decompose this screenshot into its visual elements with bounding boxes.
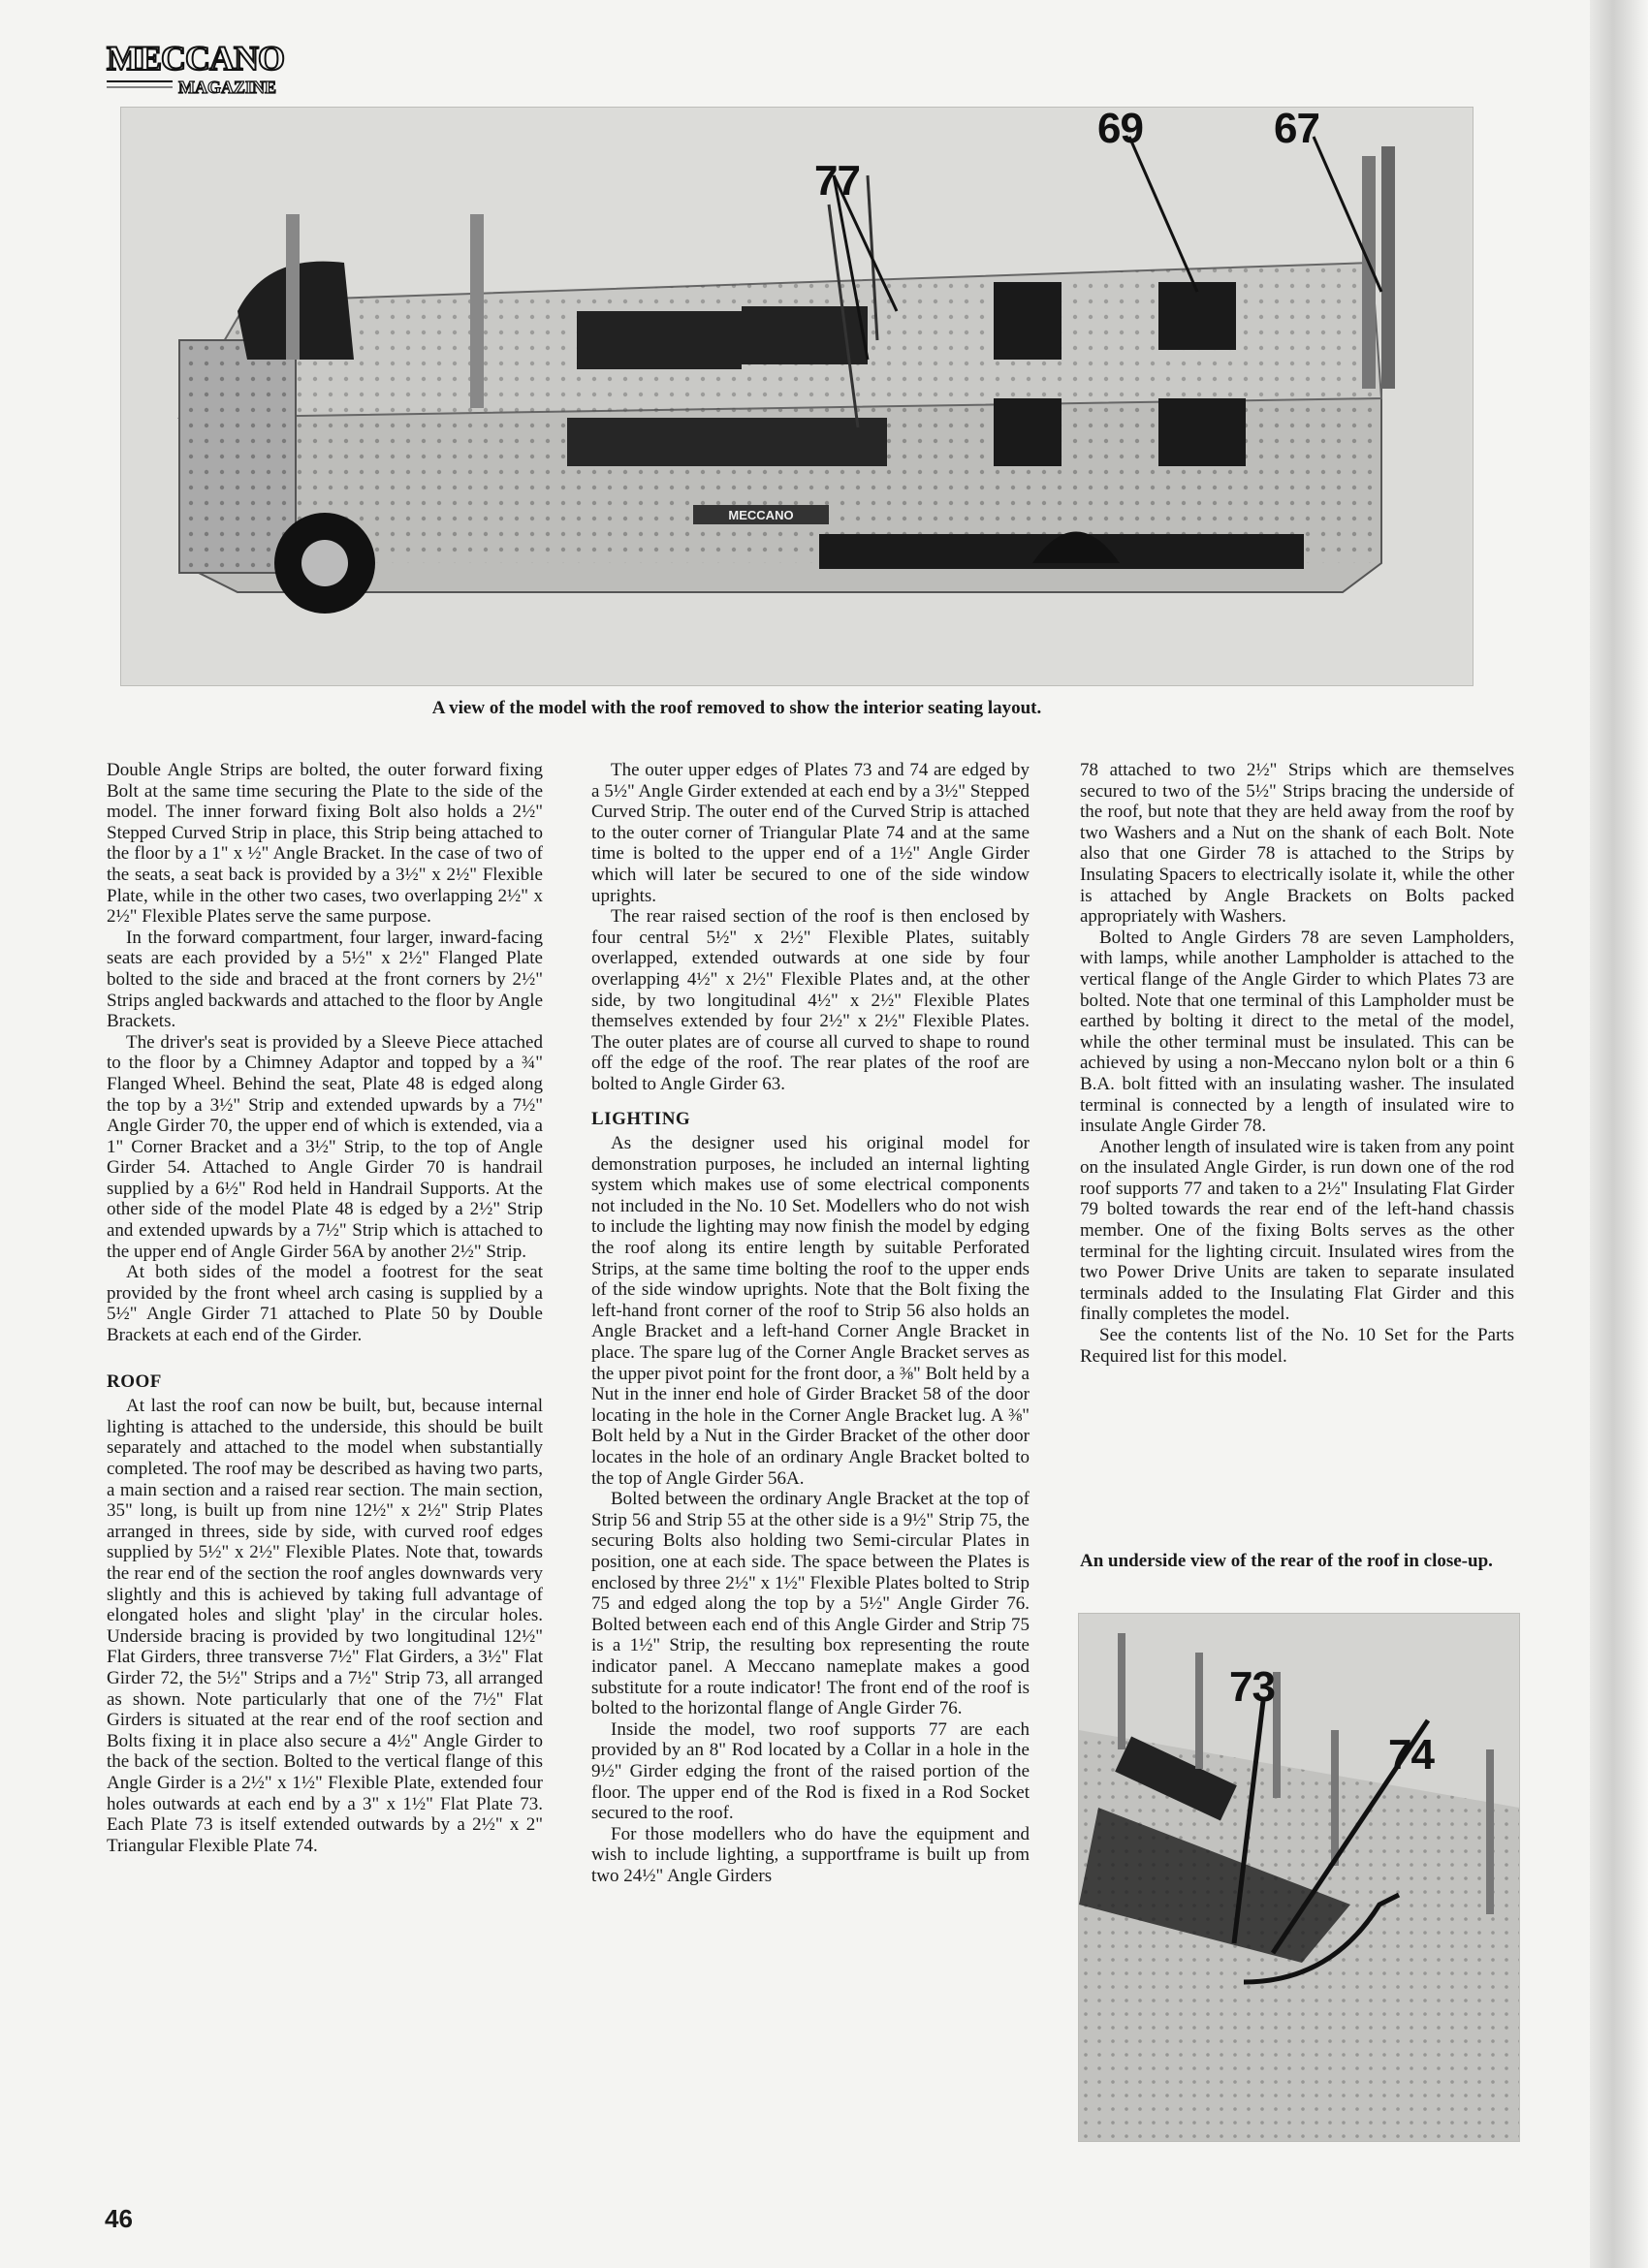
paragraph: See the contents list of the No. 10 Set for the Parts Required list for this model.	[1080, 1325, 1514, 1367]
top-photo-caption: A view of the model with the roof removed to show the interior seating layout.	[431, 698, 1042, 718]
paragraph: The outer upper edges of Plates 73 and 74 are edged by a 5½" Angle Girder extended at each end by a 3½" Stepped Curved Strip. The outer end of the Curved Strip is attached to the outer corner of Triangular Plate 74 and at the same time is bolted to the upper end of a 1½" Angle Girder which will later be secured to one of the side window uprights.	[591, 760, 1030, 906]
top-photo-bus-model	[120, 107, 1474, 686]
callout-74: 74	[1388, 1731, 1434, 1779]
paragraph: Another length of insulated wire is taken from any point on the insulated Angle Girder, is run down one of the rod roof supports 77 and taken to a 2½" Insulating Flat Girder 79 bolted towards the rear end of the left-hand chassis member. One of the fixing Bolts serves as the other terminal for the lighting circuit. Insulated wires from the two Power Drive Units are taken to separate insulated terminals added to the Insulating Flat Girder and this finally completes the model.	[1080, 1136, 1514, 1325]
paragraph: Inside the model, two roof supports 77 are each provided by an 8" Rod located by a Collar in a hole in the 9½" Girder edging the front of the raised portion of the floor. The upper end of the Rod is fixed in a Rod Socket secured to the roof.	[591, 1718, 1030, 1824]
text-column-2	[591, 760, 1030, 1886]
paragraph: Bolted to Angle Girders 78 are seven Lampholders, with lamps, while another Lampholder is attached to the vertical flange of the Angle Girder to which Plates 73 are bolted. Note that one terminal of this Lampholder must be earthed by bolting it direct to the metal of the model, while the other terminal must be insulated. This can be achieved by using a non-Meccano nylon bolt or a thin 6 B.A. bolt fitted with an insulating washer. The insulated terminal is connected by a length of insulated wire to insulate Angle Girder 78.	[1080, 927, 1514, 1137]
bottom-photo-caption: An underside view of the rear of the roof in close-up.	[1080, 1551, 1493, 1571]
text-column-3	[1080, 760, 1514, 1367]
paragraph: For those modellers who do have the equipment and wish to include lighting, a supportframe is built up from two 24½" Angle Girders	[591, 1823, 1030, 1886]
paragraph: In the forward compartment, four larger, inward-facing seats are each provided by a 5½" x 2½" Flanged Plate bolted to the side and braced at the front corners by 2½" Strips angled backwards and attached to the floor by Angle Brackets.	[107, 927, 543, 1032]
section-heading-roof: ROOF	[107, 1370, 162, 1392]
paragraph: At both sides of the model a footrest for the seat provided by the front wheel arch casing is supplied by a 5½" Angle Girder 71 attached to Plate 50 by Double Brackets at each end of the Girder.	[107, 1262, 543, 1346]
callout-69: 69	[1097, 105, 1143, 152]
callout-77: 77	[814, 157, 860, 205]
paragraph: The rear raised section of the roof is then enclosed by four central 5½" x 2½" Flexible Plates, suitably overlapped, extended outwards at one side by four overlapping 4½" x 2½" Flexible Plates and, at the other side, by two longitudinal 4½" x 2½" Flexible Plates themselves extended by four 2½" x 2½" Flexible Plates. The outer plates are of course all curved to shape to round off the edge of the roof. The rear plates of the roof are bolted to Angle Girder 63.	[591, 906, 1030, 1094]
paragraph: Bolted between the ordinary Angle Bracket at the top of Strip 56 and Strip 55 at the other side is a 9½" Strip 75, the securing Bolts also holding two Semi-circular Plates in position, one at each side. The space between the Plates is enclosed by three 2½" x 1½" Flexible Plates bolted to Strip 75 and edged along the top by a 5½" Angle Girder 76. Bolted between each end of this Angle Girder and Strip 75 is a 1½" Strip, the resulting box representing the route indicator panel. A Meccano nameplate makes a good substitute for a route indicator! The front end of the roof is bolted to the horizontal flange of Angle Girder 76.	[591, 1489, 1030, 1719]
callout-73: 73	[1229, 1663, 1275, 1711]
paragraph: As the designer used his original model for demonstration purposes, he included an internal lighting system which makes use of some electrical components not included in the No. 10 Set. Modellers who do not wish to include the lighting may now finish the model by edging the roof along its entire length by suitable Perforated Strips, at the same time bolting the roof to the upper ends of the side window uprights. Note that the Bolt fixing the left-hand front corner of the roof to Strip 56 also holds an Angle Bracket and a left-hand Corner Angle Bracket in place. The spare lug of the Corner Angle Bracket serves as the upper pivot point for the front door, a ⅜" Bolt held by a Nut in the inner end hole of Girder Bracket 58 of the door locating in the hole in the Corner Angle Bracket lug. A ⅜" Bolt held by a Nut in the Girder Bracket of the other door locates in the hole of an ordinary Angle Bracket bolted to the top of Angle Girder 56A.	[591, 1133, 1030, 1489]
page-edge-shadow	[1590, 0, 1648, 2268]
paragraph: The driver's seat is provided by a Sleeve Piece attached to the floor by a Chimney Adaptor and topped by a ¾" Flanged Wheel. Behind the seat, Plate 48 is edged along the top by a 3½" Strip and extended upwards by a 7½" Angle Girder 70, the upper end of which is extended, via a 1" Corner Bracket and a 3½" Strip, to the top of Angle Girder 54. Attached to Angle Girder 70 is handrail supplied by a 6½" Rod held in Handrail Supports. At the other side of the model Plate 48 is edged by a 2½" Strip and extended upwards by a 7½" Strip which is attached to the upper end of Angle Girder 56A by another 2½" Strip.	[107, 1031, 543, 1262]
bottom-photo-roof-underside	[1078, 1613, 1520, 2142]
section-heading-lighting: LIGHTING	[591, 1108, 691, 1129]
text-column-1	[107, 760, 543, 1856]
paragraph: 78 attached to two 2½" Strips which are themselves secured to two of the 5½" Strips bracing the underside of the roof, but note that they are held away from the roof by two Washers and a Nut on the shank of each Bolt. Note also that one Girder 78 is attached to the Strips by Insulating Spacers to electrically isolate it, while the other is attached by Angle Brackets on Bolts packed appropriately with Washers.	[1080, 760, 1514, 928]
callout-67: 67	[1274, 105, 1319, 152]
masthead-title: MECCANO	[107, 39, 284, 78]
meccano-nameplate: MECCANO	[728, 508, 794, 522]
magazine-masthead-logo	[105, 37, 299, 101]
paragraph: At last the roof can now be built, but, because internal lighting is attached to the underside, this should be built separately and attached to the model when substantially completed. The roof may be described as having two parts, a main section and a raised rear section. The main section, 35" long, is built up from nine 12½" x 2½" Strip Plates arranged in threes, side by side, with curved roof edges supplied by 5½" x 2½" Flexible Plates. Note that, towards the rear end of the section the roof angles downwards very slightly and this is achieved by taking full advantage of elongated holes and slight 'play' in the circular holes. Underside bracing is provided by two longitudinal 12½" Flat Girders, three transverse 7½" Flat Girders, a 3½" Flat Girder 72, the 5½" Strips and a 7½" Strip 73, all arranged as shown. Note particularly that one of the 7½" Flat Girders is situated at the rear end of the roof section and Bolts fixing it in place also secure a 4½" Angle Girder to the back of the section. Bolted to the vertical flange of this Angle Girder is a 2½" x 1½" Flexible Plate, extended four holes outwards at each end by a 3" x 1½" Flat Plate 73. Each Plate 73 is itself extended outwards by a 2½" x 2" Triangular Flexible Plate 74.	[107, 1396, 543, 1856]
paragraph: Double Angle Strips are bolted, the outer forward fixing Bolt at the same time securing the Plate to the side of the model. The inner forward fixing Bolt also holds a 2½" Stepped Curved Strip in place, this Strip being attached to the floor by a 1" x ½" Angle Bracket. In the case of two of the seats, a seat back is provided by a 3½" x 2½" Flexible Plate, while in the other two cases, two overlapping 2½" x 2½" Flexible Plates serve the same purpose.	[107, 760, 543, 928]
masthead-subtitle: MAGAZINE	[178, 78, 277, 97]
page-number: 46	[105, 2204, 133, 2233]
